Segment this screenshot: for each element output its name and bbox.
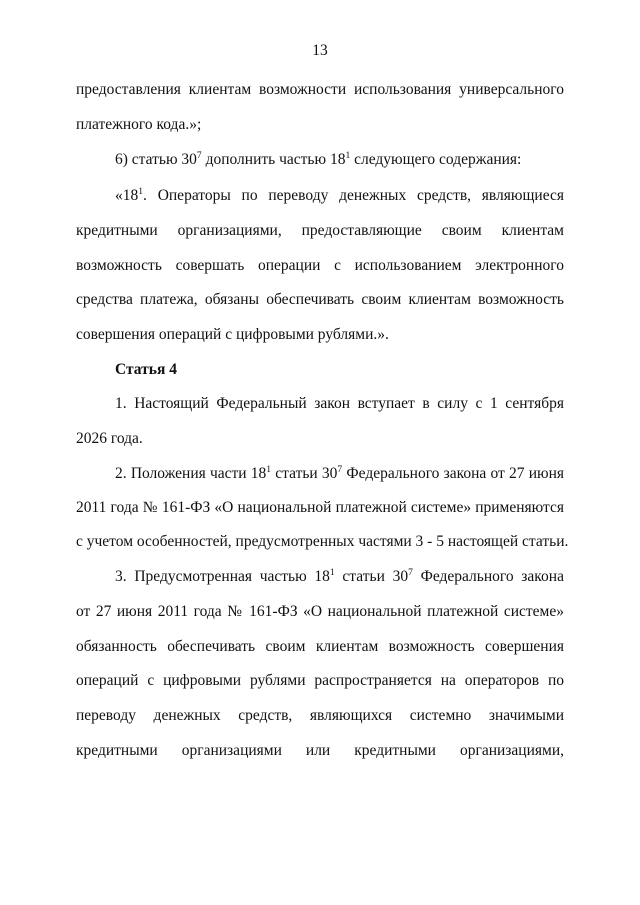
text-segment: Федерального закона	[412, 568, 564, 585]
paragraph-line: совершения операций с цифровыми рублями.».	[76, 326, 389, 343]
paragraph-line: кредитными организациями или кредитными организациями,	[76, 742, 564, 759]
paragraph-line: 1. Настоящий Федеральный закон вступает в силу с 1 сентября	[115, 395, 564, 412]
superscript: 1	[266, 464, 272, 476]
text-segment: статьи 30	[334, 568, 409, 585]
paragraph-3-line	[115, 567, 564, 587]
text-segment: дополнить частью 18	[201, 151, 346, 168]
superscript: 1	[329, 567, 335, 579]
paragraph-line: от 27 июня 2011 года № 161-ФЗ «О национальной платежной системе»	[76, 603, 564, 620]
paragraph-line: кредитными организациями, предоставляющие своим клиентам	[76, 222, 564, 239]
superscript: 1	[345, 150, 351, 162]
paragraph-line: предоставления клиентам возможности использования универсального	[76, 81, 564, 98]
text-segment: Федерального закона от 27 июня	[342, 465, 564, 482]
text-segment: 2. Положения части 18	[115, 465, 267, 482]
page-number: 13	[312, 42, 328, 59]
text-segment: . Операторы по переводу денежных средств, являющиеся	[143, 187, 564, 204]
superscript: 7	[196, 150, 202, 162]
paragraph-line: 2011 года № 161-ФЗ «О национальной платежной системе» применяются	[76, 499, 564, 516]
paragraph-line: платежного кода.»;	[76, 116, 202, 133]
text-segment: следующего содержания:	[350, 151, 522, 168]
superscript: 7	[337, 464, 343, 476]
quoted-part-18-1	[115, 186, 564, 206]
paragraph-line: возможность совершать операции с использованием электронного	[76, 257, 564, 274]
paragraph-line: операций с цифровыми рублями распространяется на операторов по	[76, 672, 564, 689]
paragraph-line: 2026 года.	[76, 430, 143, 447]
superscript: 7	[408, 567, 413, 579]
amendment-item-6	[115, 150, 521, 170]
text-segment: 3. Предусмотренная частью 18	[115, 568, 330, 585]
article-heading: Статья 4	[115, 361, 177, 378]
paragraph-line: переводу денежных средств, являющихся системно значимыми	[76, 707, 564, 724]
paragraph-line: обязанность обеспечивать своим клиентам возможность совершения	[76, 638, 564, 655]
superscript: 1	[138, 186, 144, 198]
paragraph-line: с учетом особенностей, предусмотренных частями 3 - 5 настоящей статьи.	[76, 533, 569, 550]
paragraph-line: средства платежа, обязаны обеспечивать своим клиентам возможность	[76, 291, 564, 308]
paragraph-2-line	[115, 464, 564, 484]
text-segment: «18	[115, 187, 139, 204]
text-segment: статьи 30	[271, 465, 338, 482]
text-segment: 6) статью 30	[115, 151, 197, 168]
